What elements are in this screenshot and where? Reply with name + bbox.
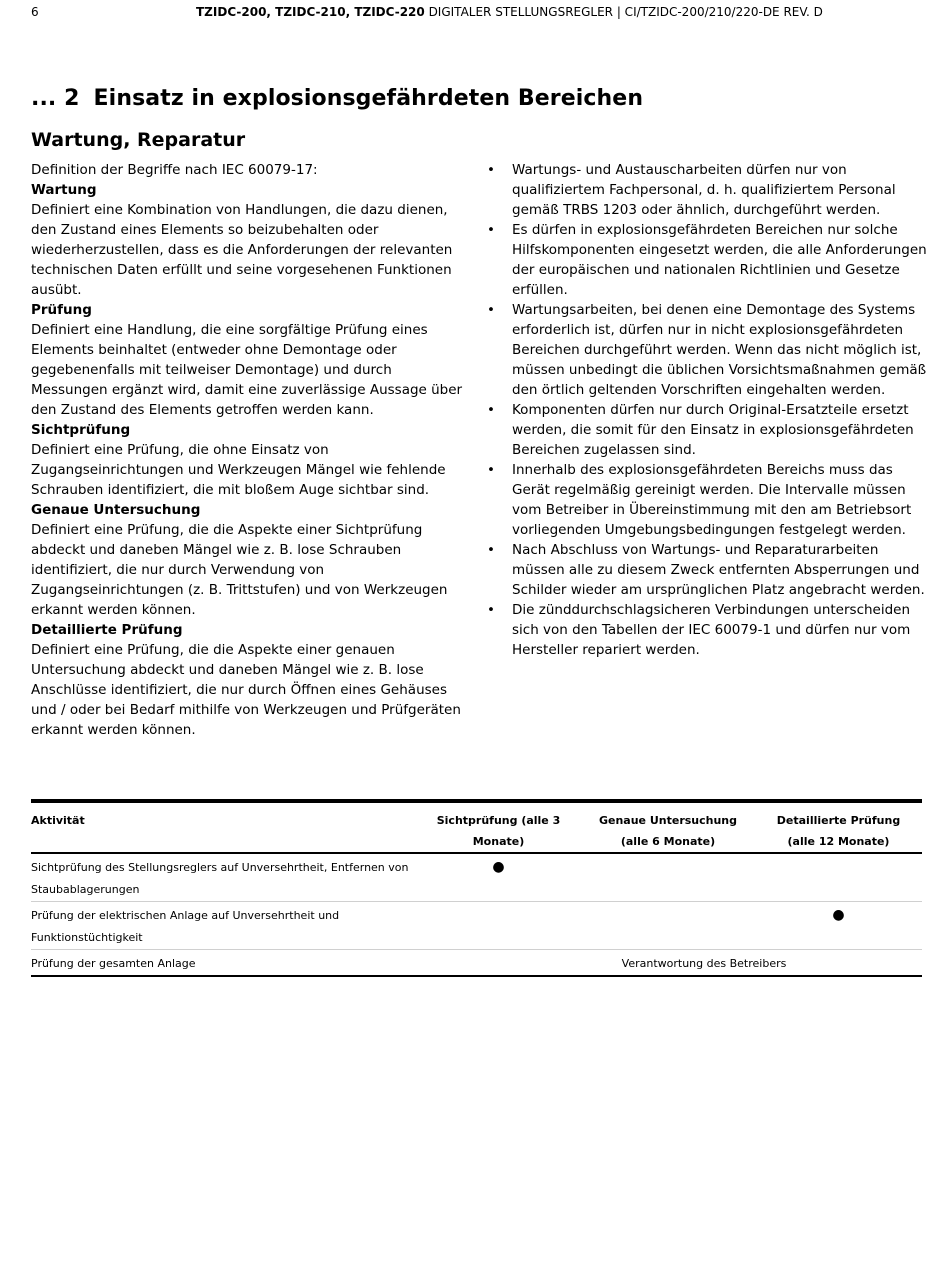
term-definition: Definiert eine Prüfung, die ohne Einsatz von Zugangseinrichtungen und Werkzeugen Mängel wie fehlende Schrauben identifiziert, die mit bloßem Auge sichtbar sind. [31, 442, 446, 498]
rule-item [487, 160, 927, 220]
chapter-heading [31, 86, 643, 111]
rule-text: Nach Abschluss von Wartungs- und Reparaturarbeiten müssen alle zu diesem Zweck entfernten Absperrungen und Schilder wieder am ursprünglichen Platz angebracht werden. [512, 542, 925, 598]
detailed-cell [755, 902, 922, 950]
term-title: Prüfung [31, 302, 92, 318]
header-close-line1: Genaue Untersuchung [598, 814, 738, 827]
bullet-icon: • [487, 302, 495, 318]
close-cell [581, 902, 755, 950]
rule-item [487, 460, 927, 540]
definitions-column [31, 160, 463, 740]
bullet-mark-icon: ● [832, 907, 845, 923]
header-activity: Aktivität [31, 814, 85, 827]
activity-cell: Sichtprüfung des Stellungsreglers auf Unversehrtheit, Entfernen von Staubablagerungen [31, 861, 409, 896]
header-close-inspection [581, 801, 755, 853]
rule-item [487, 600, 927, 660]
term-title: Detaillierte Prüfung [31, 622, 183, 638]
running-header [196, 5, 823, 19]
header-close-line2: (alle 6 Monate) [620, 835, 716, 848]
header-visual-inspection: Sichtprüfung (alle 3 Monate) [436, 814, 561, 848]
rule-item [487, 400, 927, 460]
running-header-products: TZIDC-200, TZIDC-210, TZIDC-220 [196, 5, 425, 19]
term-definition: Definiert eine Prüfung, die die Aspekte einer genauen Untersuchung abdeckt und daneben Mängel wie z. B. lose Anschlüsse identifiziert, die nur durch Öffnen eines Gehäuses und / oder bei Bedarf mithilfe von Werkzeugen und Prüfgeräten erkannt werden können. [31, 642, 461, 738]
rule-text: Komponenten dürfen nur durch Original-Ersatzteile ersetzt werden, die somit für den Einsatz in explosionsgefährdeten Bereichen zugelassen sind. [512, 402, 914, 458]
term-definition: Definiert eine Handlung, die eine sorgfältige Prüfung eines Elements beinhaltet (entweder ohne Demontage oder gegebenenfalls mit teilweiser Demontage) und durch Messungen ergänzt wird, damit eine zuverlässige Aussage über den Zustand des Elements getroffen werden kann. [31, 322, 463, 418]
rule-text: Die zünddurchschlagsicheren Verbindungen unterscheiden sich von den Tabellen der IEC 60079-1 und dürfen nur vom Hersteller repariert werden. [512, 602, 911, 658]
bullet-icon: • [487, 462, 495, 478]
maintenance-interval-table [31, 799, 922, 977]
activity-cell: Prüfung der gesamten Anlage [31, 957, 196, 970]
rule-text: Innerhalb des explosionsgefährdeten Bereichs muss das Gerät regelmäßig gereinigt werden. Die Intervalle müssen vom Betreiber in Übereinstimmung mit den am Betriebsort vorliegenden Umgebungsbedingungen festgelegt werden. [512, 462, 912, 538]
running-header-doc-id: DIGITALER STELLUNGSREGLER | CI/TZIDC-200/210/220-DE REV. D [424, 5, 823, 19]
activity-cell: Prüfung der elektrischen Anlage auf Unversehrtheit und Funktionstüchtigkeit [31, 909, 340, 944]
table-row [31, 853, 922, 902]
rule-item [487, 300, 927, 400]
term-title: Sichtprüfung [31, 422, 131, 438]
header-detailed-line2: (alle 12 Monate) [787, 835, 890, 848]
term-title: Genaue Untersuchung [31, 502, 201, 518]
chapter-title: Einsatz in explosionsgefährdeten Bereichen [93, 86, 644, 111]
rule-text: Wartungs- und Austauscharbeiten dürfen nur von qualifiziertem Fachpersonal, d. h. qualifiziertem Personal gemäß TRBS 1203 oder ähnlich, durchgeführt werden. [512, 162, 896, 218]
page-number: 6 [31, 5, 39, 19]
close-cell [581, 853, 755, 902]
rule-item [487, 220, 927, 300]
bullet-mark-icon: ● [492, 859, 505, 875]
rules-column [487, 160, 927, 660]
header-detailed-line1: Detaillierte Prüfung [776, 814, 901, 827]
table-row [31, 950, 922, 977]
visual-cell [416, 902, 581, 950]
table-header-row [31, 801, 922, 853]
section-heading: Wartung, Reparatur [31, 129, 246, 151]
rule-text: Es dürfen in explosionsgefährdeten Bereichen nur solche Hilfskomponenten eingesetzt werden, die alle Anforderungen der europäischen und nationalen Richtlinien und Gesetze erfüllen. [512, 222, 927, 298]
definitions-intro: Definition der Begriffe nach IEC 60079-17: [31, 162, 318, 178]
chapter-number: ... 2 [31, 86, 80, 111]
operator-responsibility-cell: Verantwortung des Betreibers [621, 957, 787, 970]
visual-cell [416, 853, 581, 902]
header-detailed-inspection [755, 801, 922, 853]
term-definition: Definiert eine Prüfung, die die Aspekte einer Sichtprüfung abdeckt und daneben Mängel wie z. B. lose Schrauben identifiziert, die nur durch Verwendung von Zugangseinrichtungen (z. B. Trittstufen) und von Werkzeugen erkannt werden können. [31, 522, 448, 618]
bullet-icon: • [487, 402, 495, 418]
bullet-icon: • [487, 542, 495, 558]
detailed-cell [755, 853, 922, 902]
term-title: Wartung [31, 182, 97, 198]
table-row [31, 902, 922, 950]
term-definition: Definiert eine Kombination von Handlungen, die dazu dienen, den Zustand eines Elements so beizubehalten oder wiederherzustellen, dass es die Anforderungen der relevanten technischen Daten erfüllt und seine vorgesehenen Funktionen ausübt. [31, 202, 453, 298]
bullet-icon: • [487, 162, 495, 178]
rules-list [487, 160, 927, 660]
rule-item [487, 540, 927, 600]
bullet-icon: • [487, 222, 495, 238]
rule-text: Wartungsarbeiten, bei denen eine Demontage des Systems erforderlich ist, dürfen nur in nicht explosionsgefährdeten Bereichen durchgeführt werden. Wenn das nicht möglich ist, müssen unbedingt die üblichen Vorsichtsmaßnahmen gemäß den örtlich geltenden Vorschriften eingehalten werden. [512, 302, 927, 398]
bullet-icon: • [487, 602, 495, 618]
